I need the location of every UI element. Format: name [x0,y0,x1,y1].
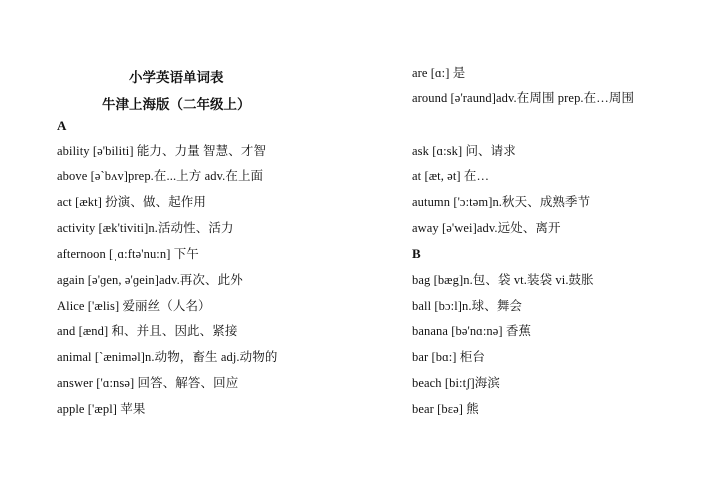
word-entry: afternoon [ˌɑ:ftə'nu:n] 下午 [57,247,199,261]
word-entry: above [ə`bʌv]prep.在...上方 adv.在上面 [57,169,264,183]
word-entry: around [ə'raund]adv.在周围 prep.在…周围 [412,91,635,105]
section-letter-b: B [412,246,421,261]
word-entry: answer ['ɑ:nsə] 回答、解答、回应 [57,376,239,390]
word-entry: again [ə'ɡen, ə'ɡein]adv.再次、此外 [57,273,243,287]
document-title: 小学英语单词表 [129,70,224,86]
word-entry: bear [bɛə] 熊 [412,402,479,416]
word-entry: animal [`æniməl]n.动物，畜生 adj.动物的 [57,350,278,364]
word-entry: banana [bə'nɑ:nə] 香蕉 [412,324,532,338]
word-entry: Alice ['ælis] 爱丽丝（人名） [57,299,211,313]
word-entry: apple ['æpl] 苹果 [57,402,146,416]
word-entry: ability [ə'biliti] 能力、力量 智慧、才智 [57,144,267,158]
word-entry: act [ækt] 扮演、做、起作用 [57,195,207,209]
word-entry: ball [bɔ:l]n.球、舞会 [412,299,523,313]
word-entry: bar [bɑ:] 柜台 [412,350,485,364]
word-entry: ask [ɑ:sk] 问、请求 [412,144,516,158]
word-entry: bag [bæg]n.包、袋 vt.装袋 vi.鼓胀 [412,273,594,287]
word-entry: beach [bi:tʃ]海滨 [412,376,500,390]
word-entry: activity [æk'tiviti]n.活动性、活力 [57,221,234,235]
word-entry: away [ə'wei]adv.远处、离开 [412,221,561,235]
word-entry: and [ænd] 和、并且、因此、紧接 [57,324,238,338]
section-letter-a: A [57,118,67,133]
word-entry: at [æt, ət] 在… [412,169,490,183]
word-entry: are [ɑ:] 是 [412,66,466,80]
document-subtitle: 牛津上海版（二年级上） [102,97,251,113]
word-entry: autumn ['ɔ:təm]n.秋天、成熟季节 [412,195,591,209]
